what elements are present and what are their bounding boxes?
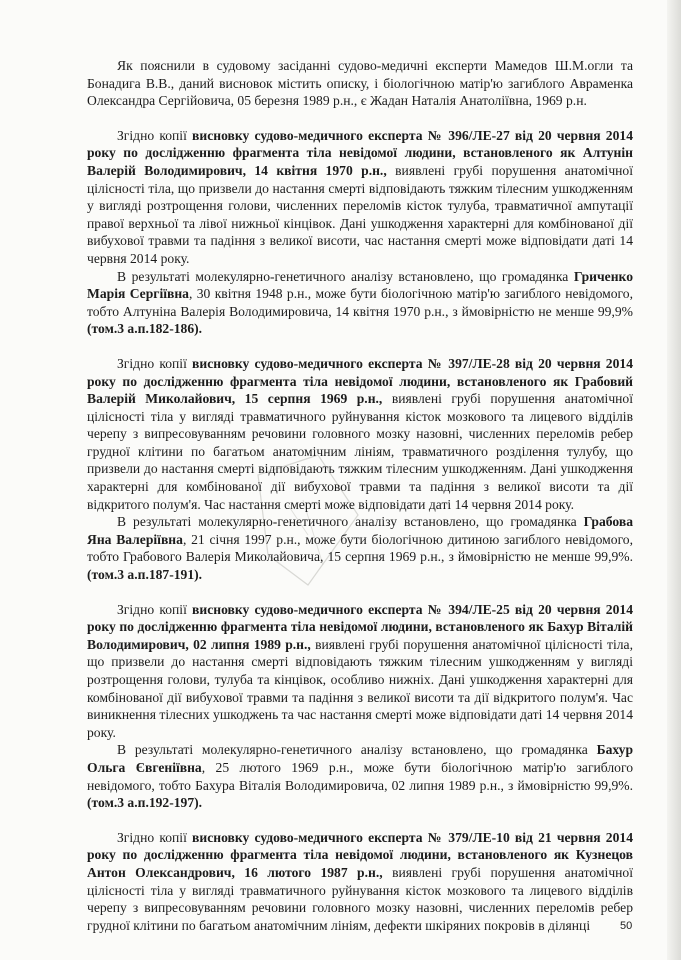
paragraph-explanation: Як пояснили в судовому засіданні судово-медичні експерти Мамедов Ш.М.огли та Бонадига В.В., даний висновок містить опиcку, і біологічною матір'ю загиблого Авраменка Олександра Сергійовича, 05 березня 1989 р.н., є Жадан Наталія Анатоліївна, 1969 р.н. [87,58,633,109]
paragraph-dna-hrabova: В результаті молекулярно-генетичного аналізу встановлено, що громадянка Грабова Яна Валеріївна, 21 січня 1997 р.н., може бути біологічною дитиною загиблого невідомого, тобто Грабового Валерія Миколайовича, 15 серпня 1969 р.н., з ймовірністю не менше 99,9%. (том.3 а.п.187-191). [87,514,634,583]
page-edge-shadow [667,0,681,960]
paragraph-expert-397: Згідно копії висновку судово-медичного експерта № 397/ЛЕ-28 від 20 червня 2014 року по дослідженню фрагмента тіла невідомої людини, встановленого як Грабовий Валерій Миколайович, 15 серпня 1969 р.н., виявлені грубі порушення анатомічної цілісності тіла у вигляді травматичного руйнування кісток мозкового та лицевого відділів черепу з випресовуванням речовини головного мозку назовні, численних переломів ребер грудної клітини по багатьом анатомічним лініям, травматичного розділення тулубу, що призвели до настання смерті відповідають тяжким тілесним ушкодженням. Дані ушкодження характерні для комбінованої дії вибухової травми та падіння з великої висоти та дії відкритого полум'я. Час настання смерті може відповідати даті 14 червня 2014 року. [87,355,634,512]
paragraph-dna-bakhur: В результаті молекулярно-генетичного аналізу встановлено, що громадянка Бахур Ольга Євгеніївна, 25 лютого 1969 р.н., може бути біологічною матір'ю загиблого невідомого, тобто Бахура Віталія Володимировича, 02 липня 1989 р.н., з ймовірністю 99,9%. (том.3 а.п.192-197). [87,742,633,811]
document-body [87,57,633,934]
paragraph-dna-hrychenko: В результаті молекулярно-генетичного аналізу встановлено, що громадянка Гриченко Марія Сергіївна, 30 квітня 1948 р.н., може бути біологічною матір'ю загиблого невідомого, тобто Алтуніна Валерія Володимировича, 14 квітня 1970 р.н., з ймовірністю не менше 99,9% (том.3 а.п.182-186). [87,268,633,337]
paragraph-expert-394: Згідно копії висновку судово-медичного експерта № 394/ЛЕ-25 від 20 червня 2014 року по дослідженню фрагмента тіла невідомої людини, встановленого як Бахур Віталій Володимирович, 02 липня 1989 р.н., виявлені грубі порушення анатомічної цілісності тіла, що призвели до настання смерті відповідають тяжким тілесним ушкодженням у вигляді розтрощення голови, тулуба та кінцівок, особливо нижніх. Дані ушкодження характерні для комбінованої дії вибухової травми та падіння з великої висоти та дії відкритого полум'я. Час виникнення тілесних ушкоджень та час настання смерті може відповідати даті 14 червня 2014 року. [87,601,633,740]
paragraph-expert-379: Згідно копії висновку судово-медичного експерта № 379/ЛЕ-10 від 21 червня 2014 року по дослідженню фрагмента тіла невідомої людини, встановленого як Кузнецов Антон Олександрович, 16 лютого 1987 р.н., виявлені грубі порушення анатомічної цілісності тіла у вигляді травматичного руйнування кісток мозкового та лицевого відділів черепу з випресовуванням речовини головного мозку назовні, численних переломів ребер грудної клітини по багатьом анатомічним лініям, дефекти шкіряних покровів в ділянці [87,829,633,933]
paragraph-expert-396: Згідно копії висновку судово-медичного експерта № 396/ЛЕ-27 від 20 червня 2014 року по дослідженню фрагмента тіла невідомої людини, встановленого як Алтунін Валерій Володимирович, 14 квітня 1970 р.н., виявлені грубі порушення анатомічної цілісності тіла, що призвели до настання смерті відповідають тяжким тілесним ушкодженням у вигляді розтрощення голови, численних переломів кісток тулуба, травматичної ампутації правої верхньої та лівої нижньої кінцівок. Дані ушкодження характерні для комбінованої дії вибухової травми та падіння з великої висоти, час настання смерті може відповідати даті 14 червня 2014 року. [87,127,634,266]
page-number: 50 [620,920,633,932]
